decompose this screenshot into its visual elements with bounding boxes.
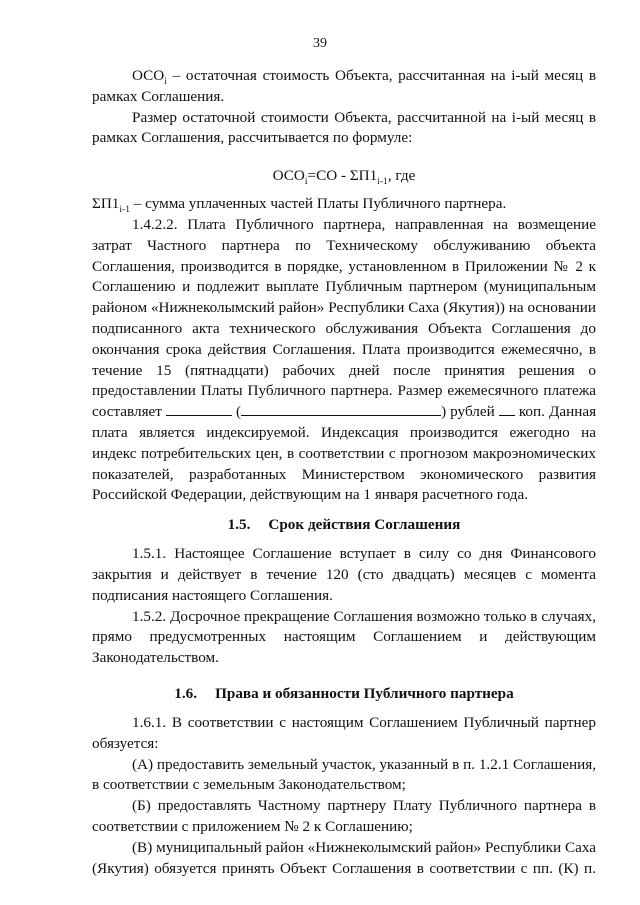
para-1422-line: плата является индексируемой. Индексация производится ежегодно на [92,423,596,441]
sum-definition-text: – сумма уплаченных частей Платы Публичного партнера. [129,195,507,213]
size-paragraph-line-2: рамках Соглашения, рассчитывается по формуле: [92,129,413,147]
para-1422-line: Российской Федерации, действующим на 1 января расчетного года. [92,486,529,504]
amount-tail: Данная [548,403,597,421]
section-number: 1.6. [174,684,198,702]
size-paragraph-line-1: Размер остаточной стоимости Объекта, рассчитанной на i-ый месяц в [132,108,596,126]
oso-definition-line-1 [92,66,596,87]
para-151-line: закрытия и действует в течение 120 (сто двадцать) месяцев с момента [92,565,596,583]
amount-paren-open: ( [236,403,242,421]
payment-amount-line [92,402,596,423]
para-161-line: 1.6.1. В соответствии с настоящим Соглашением Публичный партнер [132,713,596,731]
para-151-line: подписания настоящего Соглашения. [92,586,333,604]
amount-word: составляет [92,403,162,421]
page-number: 39 [313,36,327,51]
para-1422-line: предоставлении Платы Публичного партнера. Размер ежемесячного платежа [92,382,596,400]
para-1422-line: районом «Нижнеколымский район» Республики Саха (Якутия)) на основании [92,299,596,317]
item-a-line: (А) предоставить земельный участок, указанный в п. 1.2.1 Соглашения, [132,755,596,773]
para-1422-line: 1.4.2.2. Плата Публичного партнера, направленная на возмещение [132,215,596,233]
para-1422-line: окончания срока действия Соглашения. Плата производится ежемесячно, в [92,340,596,358]
para-1422-line: показателей, разработанных Министерством экономического развития [92,465,596,483]
document-body [92,66,596,879]
para-1422-line: подписанного акта технического обслуживания Объекта Соглашения до [92,319,596,337]
item-b-line: (Б) предоставлять Частному партнеру Плату Публичного партнера в [132,797,596,815]
sum-subscript: i-1 [119,205,130,216]
section-number: 1.5. [227,516,251,534]
item-c-line: (В) муниципальный район «Нижнеколымский район» Республики Саха [132,838,596,856]
item-c-line: (Якутия) обязуется принять Объект Соглашения в соответствии с пп. (К) п. [92,859,596,877]
para-1422-line: Соглашения, производится в порядке, установленном в Приложении № 2 к [92,257,596,275]
oso-definition-text: – остаточная стоимость Объекта, рассчитанная на i-ый месяц в [166,67,596,84]
kopecks-blank [499,402,515,416]
para-1422-line: затрат Частного партнера по Техническому обслуживанию объекта [92,236,596,254]
item-b-line: соответствии с приложением № 2 к Соглашению; [92,817,413,835]
section-heading-1-6 [92,683,596,705]
formula-expression-subscript: i-1 [377,177,388,188]
formula-lhs: ОСО [272,167,305,185]
para-1422-line: течение 15 (пятнадцати) рабочих дней после принятия решения о [92,361,596,379]
oso-symbol: ОСО [132,67,165,84]
amount-words-blank [241,402,441,416]
para-152-line: Законодательством. [92,649,219,667]
sum-definition [92,194,596,215]
rubles-label: рублей [450,403,495,421]
formula-expression: =СО - ΣП1 [307,167,378,185]
sum-symbol: ΣП1 [92,195,120,213]
para-152-line: 1.5.2. Досрочное прекращение Соглашения возможно только в случаях, [132,607,596,625]
oso-definition-line-2: рамках Соглашения. [92,87,225,105]
formula [92,163,596,188]
oso-subscript: i [164,77,167,88]
formula-lhs-subscript: i [304,177,308,188]
para-1422-line: индекс потребительских цен, в соответствии с прогнозом макроэномических [92,444,596,462]
para-1422-line: Соглашению и подлежит выплате Публичным партнером (муниципальным [92,278,596,296]
para-151-line: 1.5.1. Настоящее Соглашение вступает в силу со дня Финансового [132,545,596,563]
section-heading-1-5 [92,514,596,536]
para-161-line: обязуется: [92,734,159,752]
formula-tail: , где [387,167,416,185]
section-title: Срок действия Соглашения [268,516,461,534]
amount-paren-close: ) [441,403,447,421]
para-152-line: прямо предусмотренных настоящим Соглашением и действующим [92,628,596,646]
amount-blank [166,402,232,416]
kopecks-label: коп. [518,403,545,421]
item-a-line: в соответствии с земельным Законодательством; [92,776,406,794]
section-title: Права и обязанности Публичного партнера [215,684,514,702]
